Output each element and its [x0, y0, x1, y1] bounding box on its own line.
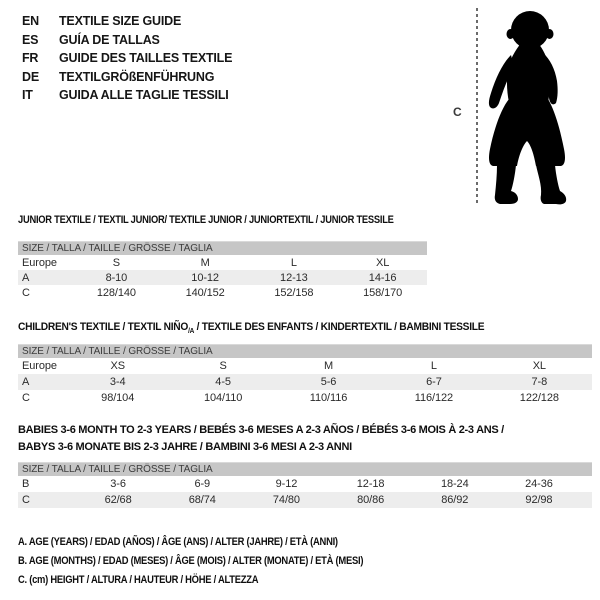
language-title: GUÍA DE TALLAS	[59, 32, 160, 47]
table-cell: 152/158	[274, 286, 314, 299]
table-cell: 12-18	[356, 478, 385, 490]
row-label: Europe	[22, 360, 57, 372]
table-cell: 74/80	[272, 494, 300, 506]
children-table-title	[18, 321, 484, 335]
language-code: FR	[22, 51, 39, 66]
language-list	[22, 12, 232, 105]
row-label: C	[22, 392, 30, 404]
language-code: DE	[22, 69, 39, 84]
babies-table-title	[18, 422, 504, 455]
children-title-pre: CHILDREN'S TEXTILE / TEXTIL NIÑO	[18, 321, 189, 333]
language-title: GUIDE DES TAILLES TEXTILE	[59, 51, 233, 66]
babies-table	[18, 462, 592, 508]
table-cell: 86/92	[441, 494, 469, 506]
row-label: Europe	[22, 256, 57, 269]
table-cell: L	[430, 360, 437, 372]
row-label: A	[22, 376, 30, 388]
note-line: A. AGE (YEARS) / EDAD (AÑOS) / ÂGE (ANS) / ALTER (JAHRE) / ETÀ (ANNI)	[18, 536, 338, 548]
language-title: TEXTILE SIZE GUIDE	[59, 14, 182, 28]
table-cell: M	[200, 256, 210, 269]
table-row	[18, 476, 592, 492]
table-cell: 140/152	[185, 286, 225, 299]
junior-table-title: JUNIOR TEXTILE / TEXTIL JUNIOR/ TEXTILE JUNIOR / JUNIORTEXTIL / JUNIOR TESSILE	[18, 214, 394, 226]
babies-title-line1: BABIES 3-6 MONTH TO 2-3 YEARS / BEBÉS 3-6 MESES A 2-3 AÑOS / BÉBÉS 3-6 MOIS À 2-3 ANS /	[18, 424, 504, 436]
table-cell: 68/74	[188, 494, 216, 506]
size-header-bar: SIZE / TALLA / TAILLE / GRÖSSE / TAGLIA	[18, 241, 427, 255]
table-cell: 80/86	[357, 494, 385, 506]
table-cell: L	[290, 256, 297, 269]
row-label: B	[22, 478, 30, 490]
language-code: IT	[22, 88, 33, 103]
row-label: C	[22, 494, 30, 506]
table-cell: 116/122	[414, 392, 454, 404]
table-cell: 14-16	[368, 271, 397, 284]
size-header-bar: SIZE / TALLA / TAILLE / GRÖSSE / TAGLIA	[18, 344, 592, 358]
table-cell: S	[219, 360, 227, 372]
note-line: B. AGE (MONTHS) / EDAD (MESES) / ÂGE (MOIS) / ALTER (MONATE) / ETÀ (MESI)	[18, 555, 364, 567]
language-row	[22, 86, 232, 105]
table-cell: 12-13	[280, 271, 308, 284]
legend-notes	[18, 533, 415, 590]
language-row	[22, 31, 232, 50]
table-cell: 3-6	[110, 478, 126, 490]
table-cell: 24-36	[525, 478, 553, 490]
table-row	[18, 255, 427, 270]
table-cell: 4-5	[215, 376, 231, 388]
table-row	[18, 492, 592, 508]
language-code: EN	[22, 14, 39, 28]
table-cell: S	[112, 256, 120, 269]
language-code: ES	[22, 32, 39, 47]
row-label: C	[22, 286, 30, 299]
table-row	[18, 285, 427, 300]
table-cell: 8-10	[105, 271, 128, 284]
language-row	[22, 12, 232, 31]
table-row	[18, 358, 592, 374]
table-cell: XS	[110, 360, 125, 372]
baby-silhouette-icon	[481, 7, 573, 205]
table-cell: 5-6	[320, 376, 337, 388]
size-header-bar: SIZE / TALLA / TAILLE / GRÖSSE / TAGLIA	[18, 462, 592, 476]
table-cell: 18-24	[440, 478, 469, 490]
table-cell: M	[323, 360, 334, 372]
language-title: GUIDA ALLE TAGLIE TESSILI	[59, 88, 229, 103]
children-title-post: / TEXTILE DES ENFANTS / KINDERTEXTIL / BAMBINI TESSILE	[194, 321, 485, 333]
table-cell: 10-12	[191, 271, 219, 284]
table-cell: 98/104	[101, 392, 135, 404]
table-row	[18, 270, 427, 285]
table-cell: XL	[375, 256, 390, 269]
table-cell: 62/68	[104, 494, 132, 506]
table-cell: 122/128	[519, 392, 559, 404]
table-cell: XL	[532, 360, 546, 372]
table-cell: 3-4	[109, 376, 126, 388]
table-row	[18, 374, 592, 390]
table-cell: 158/170	[363, 286, 403, 299]
height-measure-dotted-line	[476, 8, 478, 206]
junior-table	[18, 241, 427, 300]
children-title-sub: /A	[188, 328, 195, 336]
table-cell: 92/98	[525, 494, 553, 506]
table-cell: 6-7	[426, 376, 442, 388]
language-title: TEXTILGRÖßENFÜHRUNG	[59, 69, 215, 84]
table-cell: 9-12	[275, 478, 298, 490]
height-measure-label: C	[453, 105, 462, 119]
language-row	[22, 49, 232, 68]
children-table	[18, 344, 592, 406]
babies-title-line2: BABYS 3-6 MONATE BIS 2-3 JAHRE / BAMBINI 3-6 MESI A 2-3 ANNI	[18, 440, 352, 453]
table-cell: 7-8	[531, 376, 548, 388]
table-row	[18, 390, 592, 406]
table-cell: 110/116	[309, 392, 348, 404]
table-cell: 6-9	[194, 478, 211, 490]
language-row	[22, 68, 232, 87]
row-label: A	[22, 271, 30, 284]
note-line: C. (cm) HEIGHT / ALTURA / HAUTEUR / HÖHE / ALTEZZA	[18, 574, 259, 586]
table-cell: 128/140	[96, 286, 136, 299]
table-cell: 104/110	[203, 392, 243, 404]
